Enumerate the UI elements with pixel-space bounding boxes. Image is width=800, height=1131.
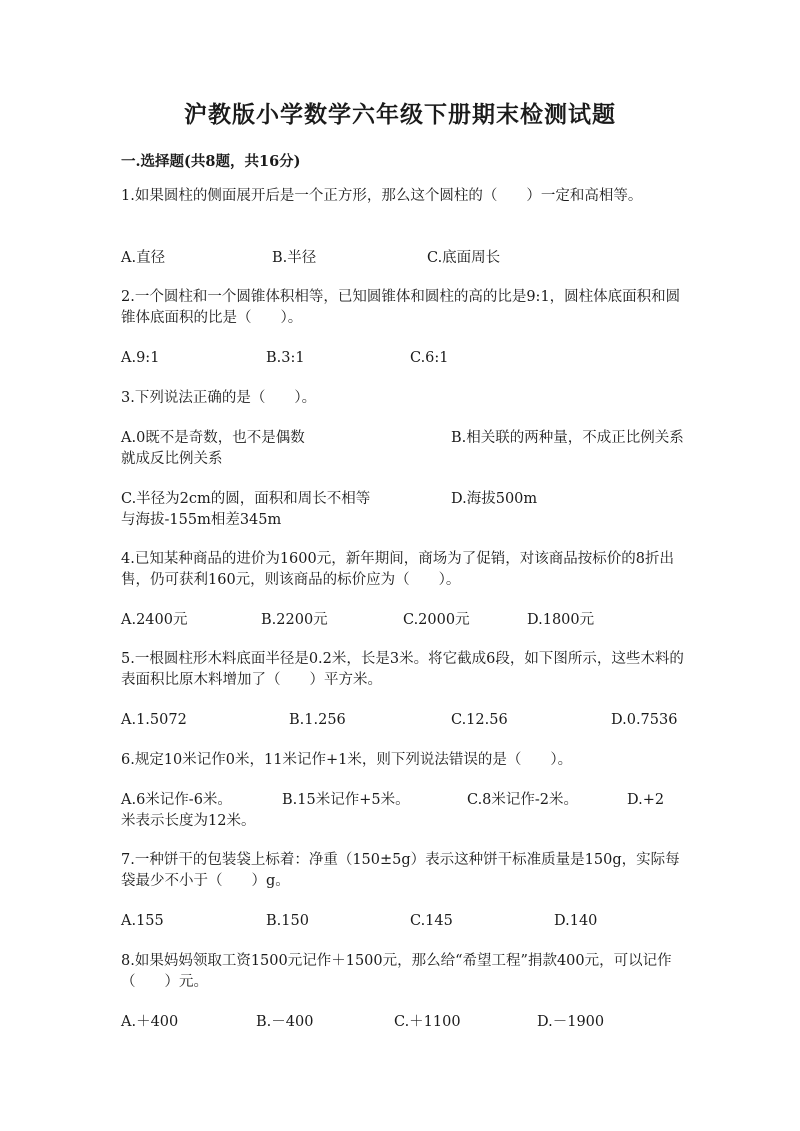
option-b: B.2200元 <box>261 612 328 628</box>
question-2-options <box>121 348 691 370</box>
option-a: A.直径 <box>121 250 166 266</box>
option-c: C.145 <box>410 913 453 929</box>
option-c: C.6:1 <box>410 350 449 366</box>
option-d: D.1800元 <box>527 612 595 628</box>
question-3-stem: 3.下列说法正确的是（ ）。 <box>121 390 317 406</box>
question-6-options <box>121 790 676 834</box>
question-7-options <box>121 911 691 933</box>
option-b: B.－400 <box>256 1014 314 1030</box>
section-heading: 一.选择题(共8题，共16分) <box>121 153 301 170</box>
question-3-options-row-2 <box>121 489 691 533</box>
question-3-options-row-1 <box>121 428 691 472</box>
option-a: A.1.5072 <box>121 712 187 728</box>
page-title: 沪教版小学数学六年级下册期末检测试题 <box>184 101 616 128</box>
option-b: B.150 <box>266 913 309 929</box>
option-a: A.6米记作-6米。 <box>121 792 232 808</box>
question-7-stem: 7.一种饼干的包装袋上标着：净重（150±5g）表示这种饼干标准质量是150g，实际每袋最少不小于（ ）g。 <box>121 852 680 889</box>
option-c: C.＋1100 <box>394 1014 461 1030</box>
option-c: C.8米记作-2米。 <box>467 792 579 808</box>
option-a: A.0既不是奇数，也不是偶数 <box>121 430 305 446</box>
option-b: B.半径 <box>272 250 317 266</box>
option-b: B.3:1 <box>266 350 305 366</box>
option-d: D.140 <box>554 913 598 929</box>
option-a: A.9:1 <box>121 350 160 366</box>
option-c: C.2000元 <box>403 612 470 628</box>
option-b: B.相关联的两种量，不成正比例关系就成反比例关系 <box>121 430 684 467</box>
question-5-options <box>121 710 691 732</box>
option-d: D.0.7536 <box>611 712 678 728</box>
option-b: B.1.256 <box>289 712 346 728</box>
option-a: A.155 <box>121 913 164 929</box>
option-a: A.＋400 <box>121 1014 179 1030</box>
question-4-options <box>121 610 691 632</box>
question-4-stem: 4.已知某种商品的进价为1600元，新年期间，商场为了促销，对该商品按标价的8折出售，仍可获利160元，则该商品的标价应为（ ）。 <box>121 551 674 588</box>
option-b: B.15米记作+5米。 <box>282 792 410 808</box>
option-c: C.半径为2cm的圆，面积和周长不相等 <box>121 491 371 507</box>
option-d: D.－1900 <box>537 1014 605 1030</box>
question-8-options <box>121 1012 691 1034</box>
option-d: D.+2米表示长度为12米。 <box>121 792 665 829</box>
option-a: A.2400元 <box>121 612 188 628</box>
question-6-stem: 6.规定10米记作0米，11米记作+1米，则下列说法错误的是（ ）。 <box>121 752 573 768</box>
question-5-stem: 5.一根圆柱形木料底面半径是0.2米，长是3米。将它截成6段，如下图所示，这些木料的表面积比原木料增加了（ ）平方米。 <box>121 651 684 688</box>
option-d: D.海拔500m与海拔-155m相差345m <box>121 491 538 528</box>
question-1-options <box>121 248 691 270</box>
option-c: C.12.56 <box>451 712 508 728</box>
question-1-stem: 1.如果圆柱的侧面展开后是一个正方形，那么这个圆柱的（ ）一定和高相等。 <box>121 188 643 204</box>
question-8-stem: 8.如果妈妈领取工资1500元记作＋1500元，那么给“希望工程”捐款400元，可以记作（ ）元。 <box>121 953 672 990</box>
question-2-stem: 2.一个圆柱和一个圆锥体积相等，已知圆锥体和圆柱的高的比是9:1，圆柱体底面积和圆锥体底面积的比是（ ）。 <box>121 289 681 326</box>
option-c: C.底面周长 <box>427 250 501 266</box>
